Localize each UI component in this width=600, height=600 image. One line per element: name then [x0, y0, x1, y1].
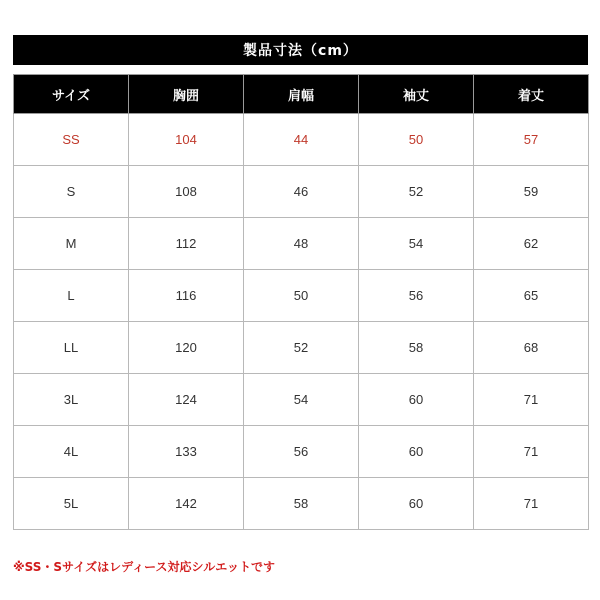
table-cell: SS [14, 114, 129, 166]
table-cell: 50 [359, 114, 474, 166]
table-cell: 120 [129, 322, 244, 374]
table-cell: 112 [129, 218, 244, 270]
footnote: ※SS・Sサイズはレディース対応シルエットです [13, 560, 275, 574]
table-cell: 4L [14, 426, 129, 478]
table-header-row [14, 75, 589, 114]
table-cell: 71 [474, 478, 589, 530]
header-shoulder: 肩幅 [244, 75, 359, 114]
table-cell: 104 [129, 114, 244, 166]
table-row [14, 322, 589, 374]
table-cell: 48 [244, 218, 359, 270]
header-sleeve: 袖丈 [359, 75, 474, 114]
table-row [14, 270, 589, 322]
table-cell: L [14, 270, 129, 322]
table-cell: 50 [244, 270, 359, 322]
table-row [14, 426, 589, 478]
size-table [13, 74, 589, 530]
table-cell: 108 [129, 166, 244, 218]
table-cell: 58 [244, 478, 359, 530]
table-cell: 68 [474, 322, 589, 374]
table-cell: 58 [359, 322, 474, 374]
table-cell: 62 [474, 218, 589, 270]
table-row [14, 166, 589, 218]
table-cell: 60 [359, 426, 474, 478]
header-size: サイズ [14, 75, 129, 114]
table-cell: 3L [14, 374, 129, 426]
table-row [14, 478, 589, 530]
table-cell: 60 [359, 478, 474, 530]
table-cell: 116 [129, 270, 244, 322]
table-cell: 56 [359, 270, 474, 322]
table-cell: M [14, 218, 129, 270]
table-row [14, 374, 589, 426]
table-cell: 5L [14, 478, 129, 530]
table-cell: 54 [359, 218, 474, 270]
table-title: 製品寸法（cm） [13, 35, 588, 65]
table-cell: 71 [474, 426, 589, 478]
table-cell: 44 [244, 114, 359, 166]
table-cell: 52 [244, 322, 359, 374]
table-cell: 59 [474, 166, 589, 218]
table-row [14, 218, 589, 270]
table-cell: LL [14, 322, 129, 374]
table-cell: 52 [359, 166, 474, 218]
table-row [14, 114, 589, 166]
table-cell: 124 [129, 374, 244, 426]
table-cell: 60 [359, 374, 474, 426]
header-length: 着丈 [474, 75, 589, 114]
table-cell: 71 [474, 374, 589, 426]
table-cell: 142 [129, 478, 244, 530]
table-cell: 54 [244, 374, 359, 426]
table-cell: 46 [244, 166, 359, 218]
table-cell: S [14, 166, 129, 218]
table-cell: 65 [474, 270, 589, 322]
table-cell: 57 [474, 114, 589, 166]
table-cell: 56 [244, 426, 359, 478]
table-cell: 133 [129, 426, 244, 478]
header-chest: 胸囲 [129, 75, 244, 114]
